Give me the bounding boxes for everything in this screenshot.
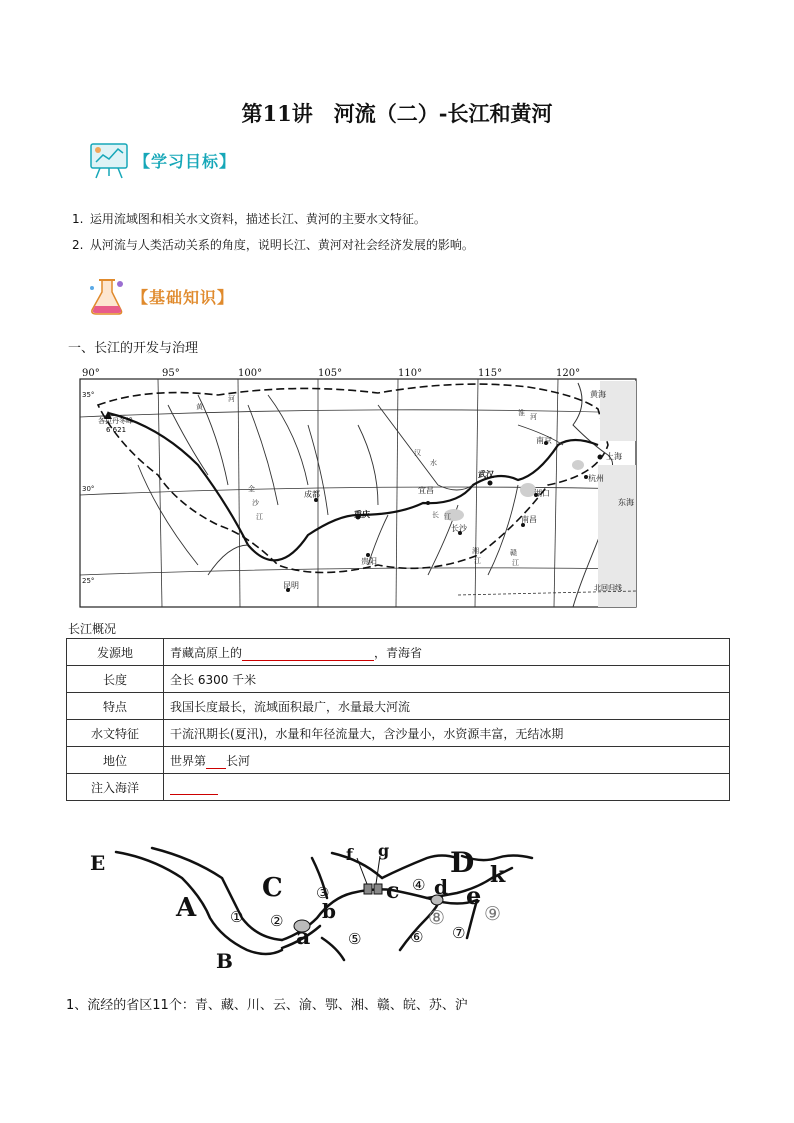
city-label: 南京 bbox=[536, 436, 552, 445]
lon-label: 115° bbox=[478, 368, 503, 379]
yangtze-basin-map bbox=[78, 365, 638, 610]
city-label: 杭州 bbox=[588, 474, 604, 483]
diagram-letter: g bbox=[378, 841, 390, 860]
yangtze-overview-table bbox=[66, 638, 730, 801]
diagram-number: ② bbox=[270, 912, 284, 930]
diagram-letter: f bbox=[346, 845, 353, 864]
sea-label: 黄海 bbox=[590, 390, 606, 399]
svg-text:赣: 赣 bbox=[510, 549, 517, 557]
svg-text:江: 江 bbox=[444, 513, 451, 521]
city-label: 湖口 bbox=[534, 489, 550, 498]
lon-label: 95° bbox=[162, 368, 180, 379]
diagram-number: ⑤ bbox=[348, 930, 362, 948]
diagram-number: ⑥ bbox=[410, 928, 424, 946]
diagram-number: ④ bbox=[412, 876, 426, 894]
diagram-number: ⑨ bbox=[484, 903, 502, 925]
diagram-letter: C bbox=[262, 873, 283, 903]
overview-caption: 长江概况 bbox=[68, 622, 117, 636]
svg-text:沙: 沙 bbox=[252, 499, 259, 507]
diagram-letter: c bbox=[386, 878, 400, 904]
peak-height: 6 621 bbox=[106, 426, 127, 434]
table-row: 特点 我国长度最长，流域面积最广，水量最大河流 bbox=[67, 693, 730, 720]
svg-text:湘: 湘 bbox=[472, 547, 479, 555]
city-label: 长沙 bbox=[451, 524, 467, 533]
goals-header bbox=[88, 140, 236, 180]
yangtze-schematic-diagram bbox=[82, 838, 542, 978]
table-row: 水文特征 干流汛期长(夏汛)，水量和年径流量大，含沙量小，水资源丰富，无结冰期 bbox=[67, 720, 730, 747]
lat-label: 30° bbox=[82, 485, 95, 493]
sea-label: 东海 bbox=[618, 498, 634, 507]
basics-header bbox=[86, 276, 234, 316]
fill-blank[interactable] bbox=[206, 754, 226, 769]
goal-item-2: 2. 从河流与人类活动关系的角度，说明长江、黄河对社会经济发展的影响。 bbox=[72, 238, 474, 252]
lon-label: 105° bbox=[318, 368, 343, 379]
peak-label: 各拉丹冬峰 bbox=[98, 417, 133, 425]
lon-label: 100° bbox=[238, 368, 263, 379]
svg-text:黄: 黄 bbox=[196, 403, 203, 411]
fill-blank[interactable] bbox=[170, 780, 218, 795]
fill-blank[interactable] bbox=[242, 646, 374, 661]
diagram-letter: a bbox=[296, 924, 311, 950]
table-row: 地位 世界第 长河 bbox=[67, 747, 730, 774]
city-label: 宜昌 bbox=[418, 486, 434, 495]
svg-text:江: 江 bbox=[512, 559, 519, 567]
diagram-letter: d bbox=[434, 875, 448, 899]
lon-label: 110° bbox=[398, 368, 423, 379]
goal-item-1: 1. 运用流域图和相关水文资料，描述长江、黄河的主要水文特征。 bbox=[72, 212, 426, 226]
table-row: 长度 全长 6300 千米 bbox=[67, 666, 730, 693]
svg-text:长: 长 bbox=[432, 511, 439, 519]
svg-text:河: 河 bbox=[530, 413, 537, 421]
diagram-letter: B bbox=[216, 949, 233, 973]
diagram-number: ③ bbox=[316, 884, 330, 902]
lon-label: 90° bbox=[82, 368, 100, 379]
flask-icon bbox=[86, 276, 128, 316]
diagram-letter: k bbox=[490, 862, 506, 888]
svg-text:水: 水 bbox=[430, 459, 437, 467]
diagram-number: ⑧ bbox=[428, 907, 446, 929]
lat-label: 25° bbox=[82, 577, 95, 585]
svg-text:江: 江 bbox=[256, 513, 263, 521]
presentation-board-icon bbox=[88, 140, 130, 180]
city-label: 成都 bbox=[304, 490, 320, 499]
diagram-number: ① bbox=[230, 908, 244, 926]
city-label: 上海 bbox=[606, 452, 622, 461]
page-title: 第11讲 河流（二）-长江和黄河 bbox=[241, 101, 553, 126]
table-row: 发源地 青藏高原上的 ，青海省 bbox=[67, 639, 730, 666]
city-label: 南昌 bbox=[521, 515, 537, 524]
section-title: 一、长江的开发与治理 bbox=[68, 341, 199, 356]
svg-text:汉: 汉 bbox=[414, 449, 421, 457]
svg-text:淮: 淮 bbox=[518, 409, 525, 417]
city-label: 重庆 bbox=[354, 510, 370, 519]
svg-text:江: 江 bbox=[474, 557, 481, 565]
footnote: 1、流经的省区11个：青、藏、川、云、渝、鄂、湘、赣、皖、苏、沪 bbox=[66, 998, 468, 1013]
tropic-label: 北回归线 bbox=[594, 584, 622, 592]
table-row: 注入海洋 bbox=[67, 774, 730, 801]
diagram-letter: D bbox=[450, 846, 475, 879]
diagram-letter: b bbox=[322, 899, 336, 923]
city-label: 贵阳 bbox=[361, 557, 377, 566]
diagram-letter: A bbox=[176, 893, 197, 923]
basics-heading: 【基础知识】 bbox=[132, 287, 235, 307]
city-label: 昆明 bbox=[283, 581, 299, 590]
lat-label: 35° bbox=[82, 391, 95, 399]
diagram-letter: E bbox=[90, 851, 106, 875]
diagram-letter: e bbox=[466, 881, 482, 910]
city-label: 武汉 bbox=[478, 470, 494, 479]
lon-label: 120° bbox=[556, 368, 581, 379]
goals-heading: 【学习目标】 bbox=[134, 151, 237, 171]
diagram-number: ⑦ bbox=[452, 924, 466, 942]
svg-text:金: 金 bbox=[248, 485, 255, 493]
svg-text:河: 河 bbox=[228, 395, 235, 403]
